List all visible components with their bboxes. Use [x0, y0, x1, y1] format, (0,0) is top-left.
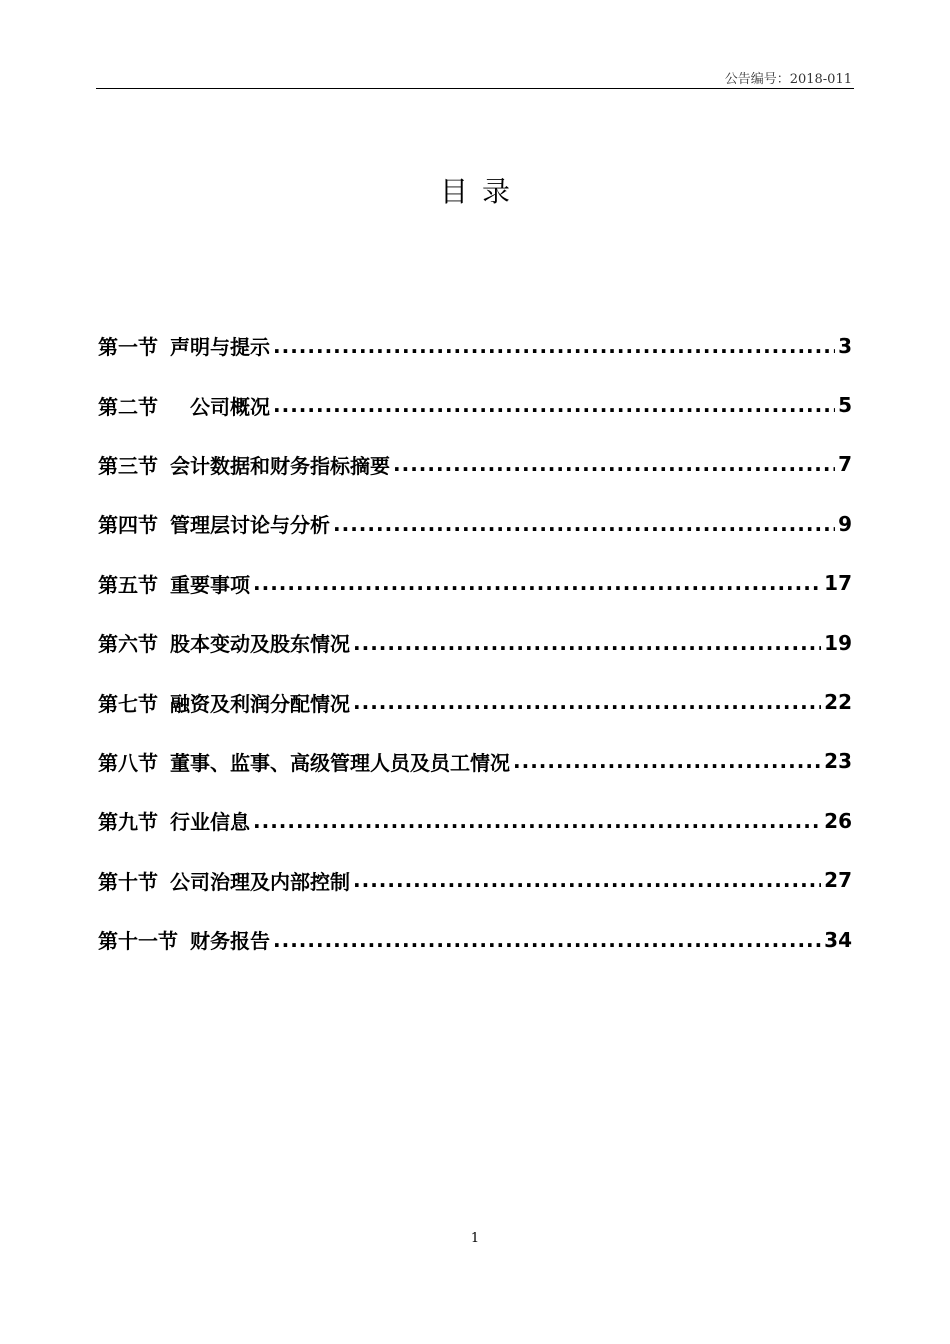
toc-page-number: 27: [824, 868, 852, 893]
toc-entry-1[interactable]: [98, 316, 852, 375]
toc-heading: 会计数据和财务指标摘要: [170, 453, 390, 478]
toc-entry-10[interactable]: [98, 851, 852, 910]
dot-leader: [353, 868, 821, 892]
toc-section-label: 第四节: [98, 513, 158, 538]
toc-entry-5[interactable]: [98, 554, 852, 613]
toc-heading: 公司概况: [170, 394, 270, 419]
toc-heading: 公司治理及内部控制: [170, 869, 350, 894]
toc-page-number: 23: [824, 749, 852, 774]
toc-heading: 股本变动及股东情况: [170, 632, 350, 657]
dot-leader: [353, 690, 821, 714]
toc-page-number: 22: [824, 690, 852, 715]
toc-page-number: 19: [824, 630, 852, 655]
toc-section-label: 第六节: [98, 632, 158, 657]
toc-entry-7[interactable]: [98, 672, 852, 731]
toc-section-label: 第七节: [98, 691, 158, 716]
toc-section-label: 第十节: [98, 869, 158, 894]
toc-page-number: 5: [838, 393, 852, 418]
toc-heading: 董事、监事、高级管理人员及员工情况: [170, 750, 510, 775]
toc-page-number: 3: [838, 333, 852, 358]
toc-section-label: 第一节: [98, 335, 158, 360]
toc-page-number: 26: [824, 808, 852, 833]
dot-leader: [253, 571, 821, 595]
table-of-contents: [98, 316, 852, 969]
header-divider: [96, 88, 854, 89]
toc-heading: 融资及利润分配情况: [170, 691, 350, 716]
toc-page-number: 9: [838, 511, 852, 536]
toc-entry-2[interactable]: [98, 375, 852, 434]
dot-leader: [273, 928, 821, 952]
toc-entry-8[interactable]: [98, 732, 852, 791]
dot-leader: [273, 393, 835, 417]
toc-page-number: 34: [824, 927, 852, 952]
announcement-code: 公告编号：2018-011: [724, 72, 852, 87]
page-number: 1: [470, 1231, 480, 1246]
toc-entry-9[interactable]: [98, 791, 852, 850]
dot-leader: [353, 631, 821, 655]
toc-section-label: 第二节: [98, 394, 158, 419]
toc-heading: 财务报告: [190, 929, 270, 954]
toc-entry-3[interactable]: [98, 435, 852, 494]
dot-leader: [253, 809, 821, 833]
toc-section-label: 第十一节: [98, 929, 178, 954]
dot-leader: [393, 452, 835, 476]
toc-section-label: 第九节: [98, 810, 158, 835]
toc-heading: 行业信息: [170, 810, 250, 835]
toc-heading: 管理层讨论与分析: [170, 513, 330, 538]
toc-section-label: 第八节: [98, 750, 158, 775]
toc-title: 目录: [439, 175, 524, 208]
toc-page-number: 17: [824, 571, 852, 596]
dot-leader: [273, 334, 835, 358]
toc-section-label: 第五节: [98, 572, 158, 597]
toc-heading: 重要事项: [170, 572, 250, 597]
dot-leader: [333, 512, 835, 536]
toc-entry-4[interactable]: [98, 494, 852, 553]
toc-entry-11[interactable]: [98, 910, 852, 969]
toc-section-label: 第三节: [98, 453, 158, 478]
toc-heading: 声明与提示: [170, 335, 270, 360]
toc-entry-6[interactable]: [98, 613, 852, 672]
toc-page-number: 7: [838, 452, 852, 477]
dot-leader: [513, 749, 821, 773]
